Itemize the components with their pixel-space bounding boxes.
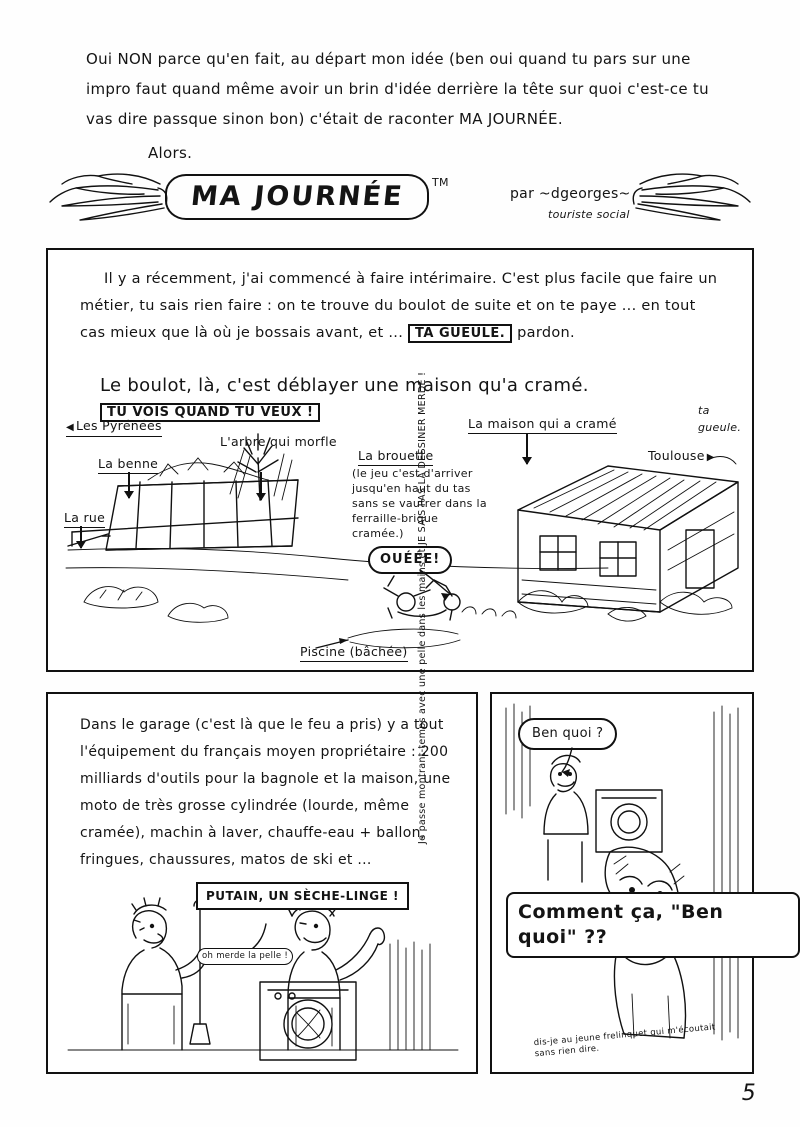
label-rue: La rue	[64, 508, 105, 528]
bubble-ben-quoi-tail	[556, 746, 588, 776]
bubble-seche-linge: PUTAIN, UN SÈCHE-LINGE !	[196, 882, 409, 910]
panel-top	[46, 248, 754, 672]
panel-top-paragraph-text: Il y a récemment, j'ai commencé à faire intérimaire. C'est plus facile que faire un métier, tu sais rien faire : on te trouve du boulot de suite et on te paye ... en tout cas mieux que là où je bossais avant, et ...	[80, 271, 718, 341]
alors-text: Alors.	[148, 144, 193, 162]
panel-right-drawing	[492, 694, 752, 1072]
panel-top-line2-text: Le boulot, là, c'est déblayer une maison qu'a cramé.	[100, 375, 589, 396]
label-piscine: Piscine (bâchée)	[300, 642, 408, 662]
title-text: MA JOURNÉE	[189, 181, 405, 213]
bubble-ouee: OUÉÉE!	[368, 546, 452, 574]
label-maison: La maison qui a cramé	[468, 414, 617, 434]
note-taguele: ta gueule.	[698, 404, 742, 435]
bubble-comment-ca: Comment ça, "Ben quoi" ??	[506, 892, 800, 958]
page-number: 5	[741, 1080, 756, 1106]
title-box	[165, 174, 429, 220]
label-brouette-note: (le jeu c'est d'arriver jusqu'en haut du tas sans se vautrer dans la ferraille-brique cramée.)	[352, 467, 487, 540]
bubble-pelle: oh merde la pelle !	[197, 948, 293, 965]
panel-top-paragraph-end: pardon.	[517, 325, 575, 341]
label-benne: La benne	[98, 454, 158, 474]
byline-subtitle: touriste social	[548, 208, 630, 221]
caption-jeune-freluquet: dis-je au jeune frelinquet qui m'écoutait sans rien dire.	[533, 1022, 716, 1060]
label-pyrenees: ◀ Les Pyrénées	[66, 416, 162, 437]
panel-top-drawing	[48, 250, 752, 670]
label-arbre: L'arbre qui morfle	[220, 434, 337, 449]
intro-paragraph: Oui NON parce qu'en fait, au départ mon idée (ben oui quand tu pars sur une impro faut quand même avoir un brin d'idée derrière la tête sur quoi c'est-ce tu vas dire passque sinon bon) c'était de raconter MA JOURNÉE.	[86, 50, 709, 128]
vertical-note-pelle	[416, 654, 429, 844]
label-brouette: La brouette	[358, 446, 433, 466]
label-toulouse: Toulouse ▶	[648, 446, 715, 466]
byline: par ~dgeorges~	[510, 186, 631, 202]
boxed-tuvois: TU VOIS QUAND TU VEUX !	[100, 403, 320, 422]
title-banner	[40, 160, 760, 232]
panel-garage-text: Dans le garage (c'est là que le feu a pris) y a tout l'équipement du français moyen propriétaire : 200 milliards d'outils pour la bagnole et la maison, une moto de très grosse cylindrée (lourde, même cramée), machin à laver, chauffe-eau + ballon, fringues, chaussures, matos de ski et ...	[80, 717, 451, 868]
bubble-ben-quoi: Ben quoi ?	[518, 718, 617, 750]
boxed-taguele: TA GUEULE.	[408, 324, 512, 343]
trademark-label: TM	[432, 176, 449, 189]
